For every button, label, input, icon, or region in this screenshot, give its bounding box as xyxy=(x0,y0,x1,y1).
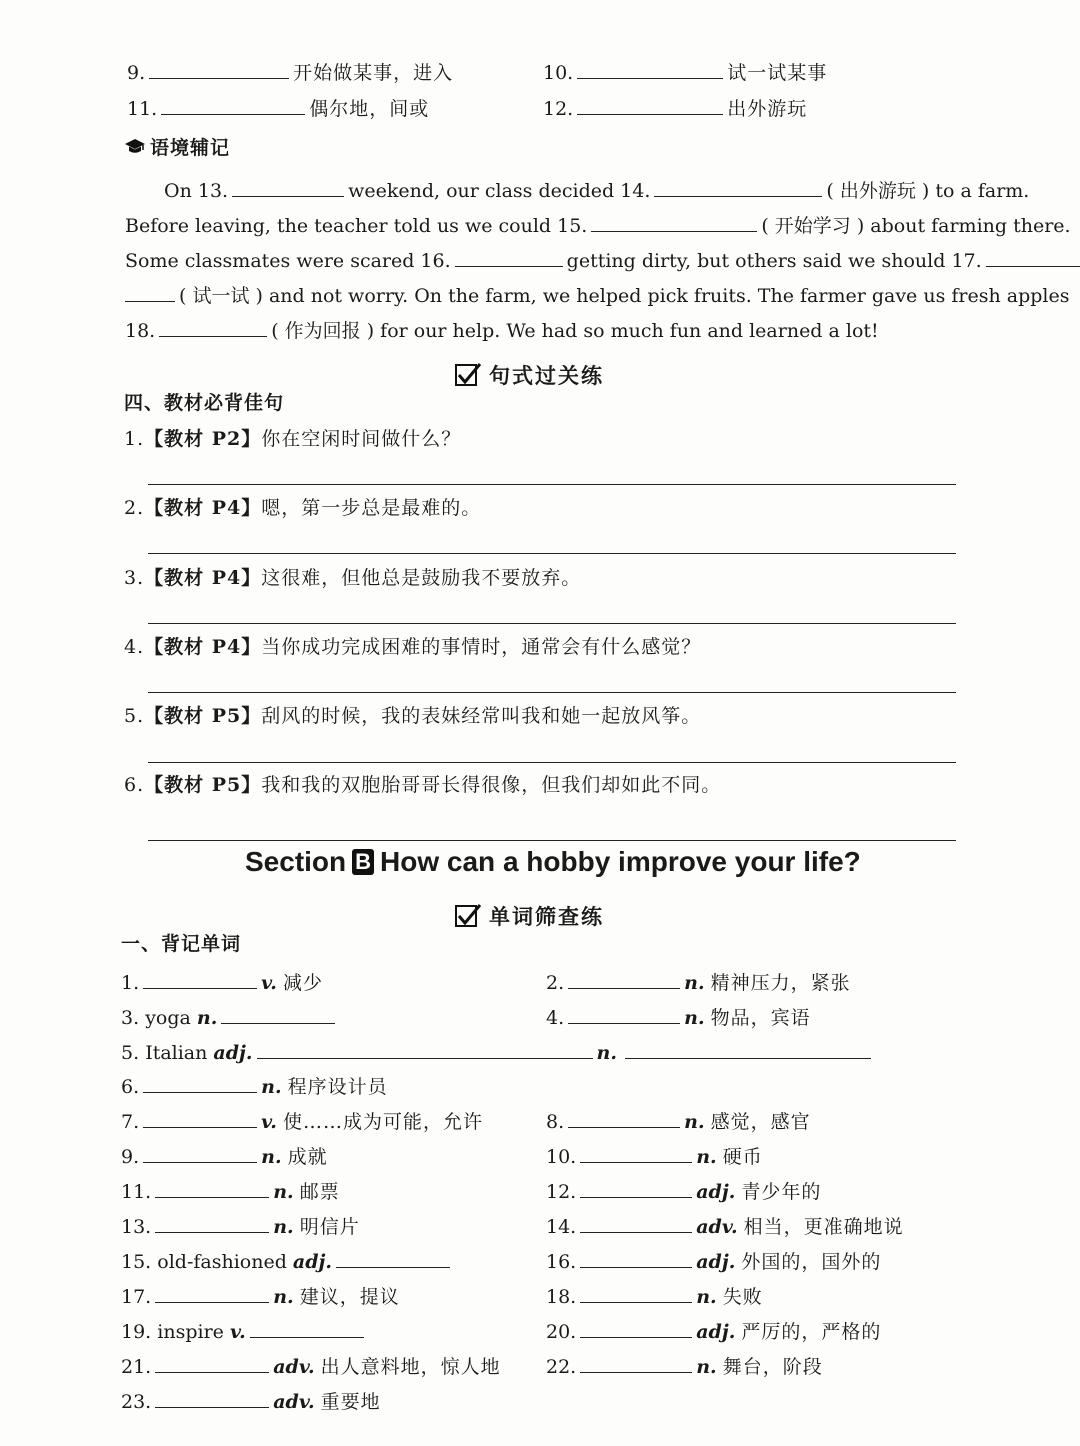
text: weekend, our class decided 14. xyxy=(348,180,651,202)
item-number: 12. xyxy=(546,1181,577,1203)
item-number: 18. xyxy=(546,1286,577,1308)
part-of-speech-2: n. xyxy=(596,1042,617,1064)
item-meaning: 严厉的，严格的 xyxy=(741,1321,882,1343)
item-meaning: 舞台，阶段 xyxy=(722,1356,823,1378)
vocab-item-12 xyxy=(543,94,807,121)
answer-blank[interactable] xyxy=(580,1212,692,1233)
section-b-title xyxy=(245,846,861,878)
answer-line-6[interactable] xyxy=(148,840,956,841)
word-item-3 xyxy=(121,1003,339,1030)
word-item-16 xyxy=(546,1247,881,1274)
item-number: 7. xyxy=(121,1111,140,1133)
part-of-speech: adj. xyxy=(292,1251,333,1273)
item-meaning: 物品，宾语 xyxy=(710,1007,811,1029)
item-meaning: 失败 xyxy=(722,1286,763,1308)
answer-blank-2[interactable] xyxy=(625,1038,871,1059)
word-item-11 xyxy=(121,1177,340,1204)
answer-blank-13[interactable] xyxy=(232,176,344,197)
item-number: 10. xyxy=(546,1146,577,1168)
part-of-speech: n. xyxy=(696,1146,717,1168)
sentence-4 xyxy=(124,635,701,659)
item-number: 12. xyxy=(543,98,574,120)
item-number: 16. xyxy=(546,1251,577,1273)
item-meaning: 相当，更准确地说 xyxy=(743,1216,904,1238)
textbook-ref: 【教材 P4】 xyxy=(144,636,262,658)
word-item-1 xyxy=(121,968,323,995)
sentence-2 xyxy=(124,496,481,520)
word-item-23 xyxy=(121,1387,381,1414)
answer-blank[interactable] xyxy=(568,968,680,989)
item-number: 17. xyxy=(121,1286,152,1308)
item-number: 3. xyxy=(124,567,145,589)
item-number: 5. xyxy=(124,705,145,727)
word-item-12 xyxy=(546,1177,821,1204)
context-heading xyxy=(124,136,230,162)
item-meaning: 出外游玩 xyxy=(727,98,808,120)
answer-blank[interactable] xyxy=(580,1247,692,1268)
answer-blank-17[interactable] xyxy=(986,246,1080,267)
sentence-1 xyxy=(124,427,461,451)
sentence-section-title xyxy=(455,360,604,390)
part-of-speech: n. xyxy=(696,1356,717,1378)
context-line-1 xyxy=(164,176,1029,203)
item-meaning: 感觉，感官 xyxy=(710,1111,811,1133)
answer-line-1[interactable] xyxy=(148,484,956,485)
answer-line-2[interactable] xyxy=(148,553,956,554)
text: Before leaving, the teacher told us we could 15. xyxy=(125,215,588,237)
graduation-cap-icon xyxy=(124,138,146,162)
item-number: 1. xyxy=(124,428,145,450)
item-number: 19. xyxy=(121,1321,152,1343)
answer-blank-17-cont[interactable] xyxy=(125,281,175,302)
textbook-ref: 【教材 P4】 xyxy=(144,497,262,519)
word-item-18 xyxy=(546,1282,763,1309)
section-title-text: 句式过关练 xyxy=(489,364,604,388)
word-item-6 xyxy=(121,1072,388,1099)
word-item-2 xyxy=(546,968,851,995)
item-meaning: 明信片 xyxy=(299,1216,360,1238)
item-number: 9. xyxy=(121,1146,140,1168)
item-meaning: 减少 xyxy=(282,972,323,994)
part-of-speech: v. xyxy=(261,1111,277,1133)
item-number: 2. xyxy=(124,497,145,519)
answer-blank[interactable] xyxy=(143,1072,257,1093)
part-of-speech: n. xyxy=(261,1146,282,1168)
text: getting dirty, but others said we should 17. xyxy=(566,250,982,272)
item-number: 14. xyxy=(546,1216,577,1238)
part-of-speech: adv. xyxy=(273,1391,315,1413)
item-number: 3. xyxy=(121,1007,140,1029)
text: 18. xyxy=(125,320,156,342)
section-title-text: How can a hobby improve your life? xyxy=(380,846,861,877)
part-of-speech: n. xyxy=(273,1286,294,1308)
item-meaning: 试一试某事 xyxy=(727,62,828,84)
part-of-speech: n. xyxy=(684,972,705,994)
text: ( 开始学习 ) about farming there. xyxy=(761,215,1071,237)
sentence-text: 你在空闲时间做什么？ xyxy=(261,428,462,450)
answer-blank[interactable] xyxy=(143,1107,257,1128)
item-meaning: 使……成为可能，允许 xyxy=(282,1111,483,1133)
section-title-text: 单词筛查练 xyxy=(489,905,604,929)
item-meaning: 出人意料地，惊人地 xyxy=(320,1356,501,1378)
answer-blank[interactable] xyxy=(580,1317,692,1338)
answer-blank[interactable] xyxy=(143,1142,257,1163)
item-word: yoga xyxy=(145,1007,191,1029)
sentence-text: 刮风的时候，我的表妹经常叫我和她一起放风筝。 xyxy=(261,705,702,727)
word-item-17 xyxy=(121,1282,400,1309)
word-item-15 xyxy=(121,1247,454,1274)
sentence-text: 当你成功完成困难的事情时，通常会有什么感觉？ xyxy=(261,636,702,658)
answer-blank[interactable] xyxy=(161,94,305,115)
text: Some classmates were scared 16. xyxy=(125,250,451,272)
item-number: 1. xyxy=(121,972,140,994)
answer-blank[interactable] xyxy=(580,1177,692,1198)
item-meaning: 邮票 xyxy=(299,1181,340,1203)
item-number: 2. xyxy=(546,972,565,994)
answer-blank[interactable] xyxy=(155,1212,269,1233)
item-number: 11. xyxy=(127,98,158,120)
part-of-speech: n. xyxy=(273,1216,294,1238)
answer-blank-14[interactable] xyxy=(654,176,822,197)
word-item-19 xyxy=(121,1317,368,1344)
answer-line-3[interactable] xyxy=(148,623,956,624)
word-item-13 xyxy=(121,1212,360,1239)
part-of-speech: n. xyxy=(684,1007,705,1029)
vocab-item-10 xyxy=(543,58,827,85)
item-number: 8. xyxy=(546,1111,565,1133)
text: ( 出外游玩 ) to a farm. xyxy=(826,180,1030,202)
part-of-speech: n. xyxy=(696,1286,717,1308)
part-of-speech: adj. xyxy=(213,1042,253,1064)
section-prefix: Section xyxy=(245,846,347,877)
textbook-ref: 【教材 P5】 xyxy=(144,705,262,727)
part-of-speech: adj. xyxy=(696,1251,736,1273)
word-item-14 xyxy=(546,1212,904,1239)
word-item-9 xyxy=(121,1142,328,1169)
item-number: 23. xyxy=(121,1391,152,1413)
text: ( 作为回报 ) for our help. We had so much fun and learned a lot! xyxy=(271,320,879,342)
answer-blank[interactable] xyxy=(580,1282,692,1303)
part-of-speech: n. xyxy=(261,1076,282,1098)
word-item-10 xyxy=(546,1142,763,1169)
textbook-ref: 【教材 P4】 xyxy=(144,567,262,589)
context-line-5 xyxy=(125,316,879,343)
word-item-4 xyxy=(546,1003,811,1030)
context-line-2 xyxy=(125,211,1071,238)
part-of-speech: adj. xyxy=(696,1321,736,1343)
word-item-22 xyxy=(546,1352,823,1379)
sentence-heading: 四、教材必背佳句 xyxy=(124,392,285,414)
word-item-21 xyxy=(121,1352,501,1379)
textbook-ref: 【教材 P5】 xyxy=(144,774,262,796)
item-meaning: 成就 xyxy=(287,1146,328,1168)
answer-blank[interactable] xyxy=(580,1142,692,1163)
item-number: 4. xyxy=(124,636,145,658)
item-number: 15. xyxy=(121,1251,152,1273)
answer-blank[interactable] xyxy=(155,1352,269,1373)
sentence-text: 嗯，第一步总是最难的。 xyxy=(261,497,482,519)
item-meaning: 偶尔地，间或 xyxy=(309,98,430,120)
item-meaning: 精神压力，紧张 xyxy=(710,972,851,994)
item-number: 4. xyxy=(546,1007,565,1029)
section-badge: B xyxy=(352,849,374,875)
item-word: inspire xyxy=(157,1321,224,1343)
item-number: 22. xyxy=(546,1356,577,1378)
item-number: 5. xyxy=(121,1042,140,1064)
context-line-4 xyxy=(125,281,1069,308)
part-of-speech: adj. xyxy=(696,1181,736,1203)
word-section-title xyxy=(455,901,604,931)
part-of-speech: n. xyxy=(273,1181,294,1203)
part-of-speech: n. xyxy=(684,1111,705,1133)
answer-blank[interactable] xyxy=(250,1317,364,1338)
answer-blank[interactable] xyxy=(580,1352,692,1373)
answer-blank-15[interactable] xyxy=(591,211,757,232)
answer-blank-18[interactable] xyxy=(159,316,267,337)
sentence-text: 我和我的双胞胎哥哥长得很像，但我们却如此不同。 xyxy=(261,774,722,796)
item-number: 20. xyxy=(546,1321,577,1343)
part-of-speech: adv. xyxy=(696,1216,738,1238)
word-item-5 xyxy=(121,1038,875,1065)
answer-line-4[interactable] xyxy=(148,692,956,693)
text: On 13. xyxy=(164,180,229,202)
answer-blank[interactable] xyxy=(568,1107,680,1128)
vocab-item-11 xyxy=(127,94,429,121)
item-meaning: 硬币 xyxy=(722,1146,763,1168)
item-meaning: 青少年的 xyxy=(741,1181,822,1203)
answer-blank[interactable] xyxy=(257,1038,593,1059)
checkbox-icon xyxy=(455,364,477,386)
item-number: 6. xyxy=(124,774,145,796)
item-word: old-fashioned xyxy=(157,1251,287,1273)
sentence-3 xyxy=(124,566,581,590)
item-meaning: 建议，提议 xyxy=(299,1286,400,1308)
word-item-8 xyxy=(546,1107,811,1134)
sentence-6 xyxy=(124,773,721,797)
sentence-5 xyxy=(124,704,701,728)
answer-blank[interactable] xyxy=(155,1177,269,1198)
word-heading: 一、背记单词 xyxy=(121,933,242,955)
item-number: 21. xyxy=(121,1356,152,1378)
textbook-ref: 【教材 P2】 xyxy=(144,428,262,450)
checkbox-icon xyxy=(455,905,477,927)
item-meaning: 程序设计员 xyxy=(287,1076,388,1098)
part-of-speech: n. xyxy=(196,1007,218,1029)
item-number: 6. xyxy=(121,1076,140,1098)
answer-blank[interactable] xyxy=(568,1003,680,1024)
context-line-3 xyxy=(125,246,1080,273)
answer-blank[interactable] xyxy=(143,968,257,989)
answer-blank[interactable] xyxy=(577,94,723,115)
answer-blank[interactable] xyxy=(155,1282,269,1303)
item-meaning: 重要地 xyxy=(320,1391,381,1413)
part-of-speech: v. xyxy=(261,972,277,994)
answer-blank-16[interactable] xyxy=(455,246,563,267)
item-meaning: 外国的，国外的 xyxy=(741,1251,882,1273)
item-number: 10. xyxy=(543,62,574,84)
part-of-speech: adv. xyxy=(273,1356,315,1378)
text: ( 试一试 ) and not worry. On the farm, we helped pick fruits. The farmer gave us fresh apples xyxy=(179,285,1070,307)
answer-blank[interactable] xyxy=(221,1003,335,1024)
answer-blank[interactable] xyxy=(155,1387,269,1408)
item-word: Italian xyxy=(145,1042,208,1064)
part-of-speech: v. xyxy=(229,1321,246,1343)
answer-blank[interactable] xyxy=(149,58,289,79)
context-heading-text: 语境辅记 xyxy=(150,137,231,159)
word-item-20 xyxy=(546,1317,881,1344)
answer-line-5[interactable] xyxy=(148,762,956,763)
answer-blank[interactable] xyxy=(577,58,723,79)
item-number: 13. xyxy=(121,1216,152,1238)
item-number: 9. xyxy=(127,62,146,84)
sentence-text: 这很难，但他总是鼓励我不要放弃。 xyxy=(261,567,582,589)
vocab-item-9 xyxy=(127,58,453,85)
answer-blank[interactable] xyxy=(336,1247,450,1268)
item-meaning: 开始做某事，进入 xyxy=(293,62,454,84)
word-item-7 xyxy=(121,1107,483,1134)
item-number: 11. xyxy=(121,1181,152,1203)
